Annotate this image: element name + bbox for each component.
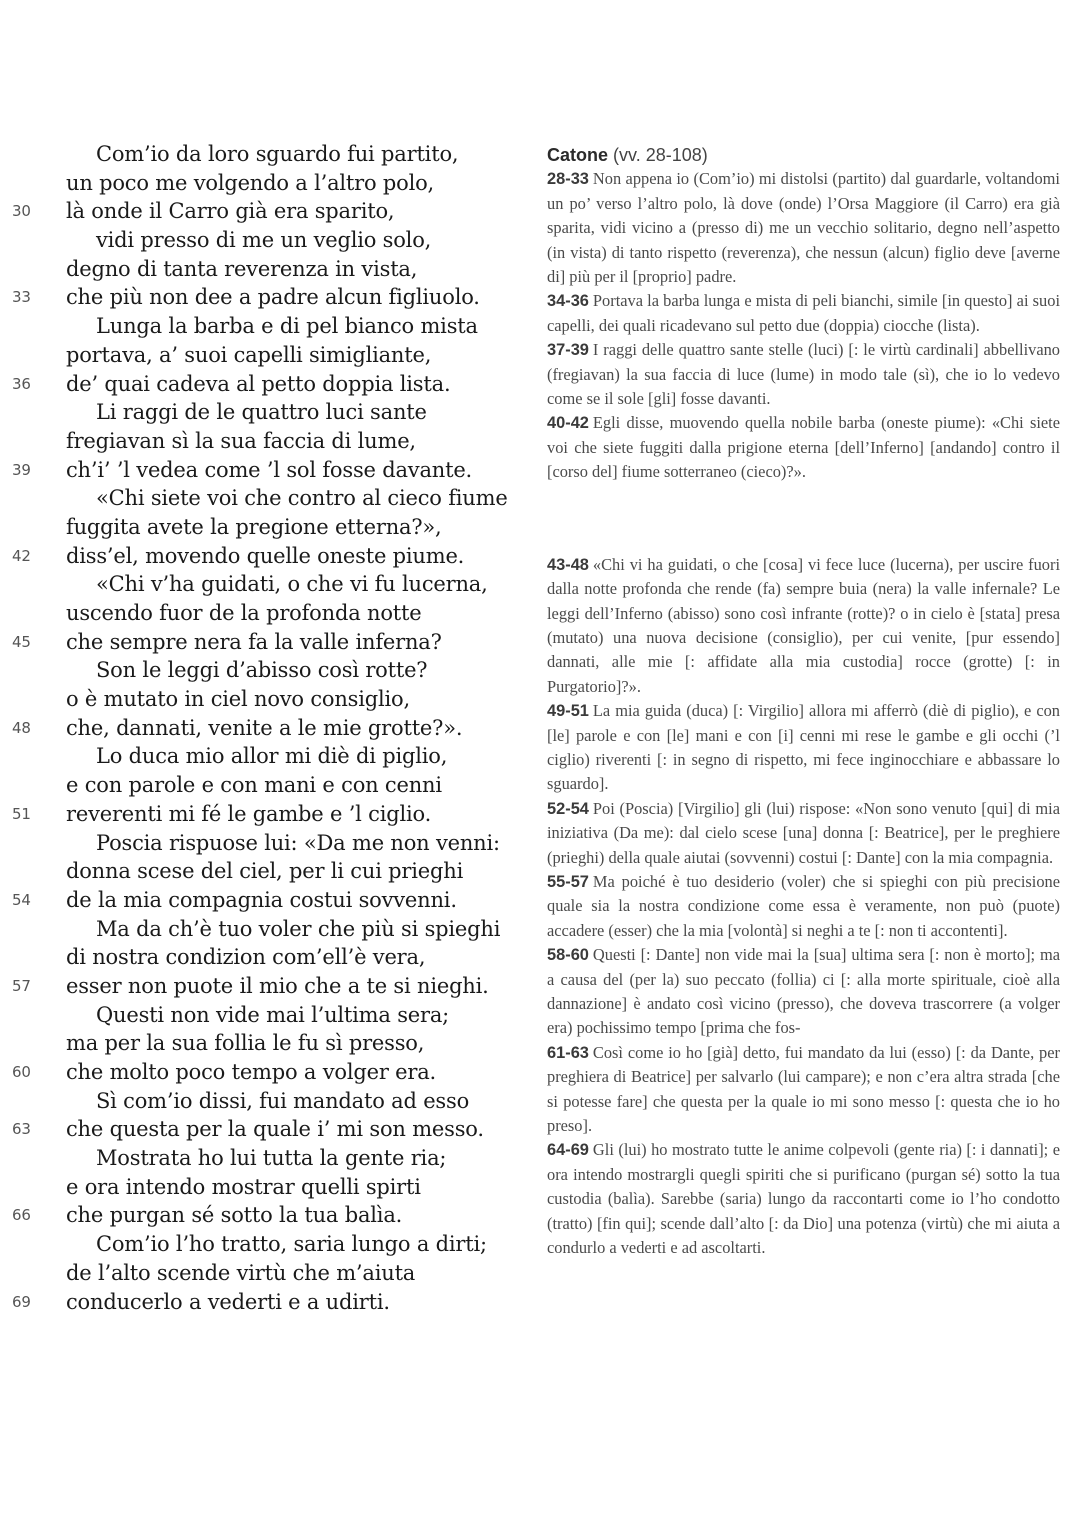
commentary-block	[547, 411, 1060, 484]
section-title	[547, 143, 1060, 167]
commentary-block	[547, 167, 1060, 289]
verse-text: che molto poco tempo a volger era.	[66, 1060, 436, 1084]
verse-text: Poscia rispuose lui: «Da me non venni:	[96, 830, 500, 855]
verse-number: 33	[12, 288, 31, 307]
verse-number: 69	[12, 1292, 31, 1311]
verse-number: 54	[12, 890, 31, 909]
commentary-text: Questi [: Dante] non vide mai la [sua] ultima sera [: non è morto]; ma a causa del (per la) suo peccato (follia) ci [: alla morte spirituale, cioè alla dannazione] è andato così vicino (presso), che doveva trascorrere (a volger era) pochissimo tempo [prima che fos-	[547, 945, 1060, 1038]
verse-number: 36	[12, 374, 31, 393]
verse-line	[0, 197, 530, 226]
commentary-text: Portava la barba lunga e mista di peli bianchi, simile [in questo] ai suoi capelli, dei quali ricadevano sul petto due (doppia) ciocche (lista).	[547, 291, 1060, 335]
verse-text: Mostrata ho lui tutta la gente ria;	[96, 1146, 447, 1171]
verse-number: 57	[12, 976, 31, 995]
verse-text: esser non puote il mio che a te si nieghi.	[66, 973, 489, 998]
verse-number: 45	[12, 632, 31, 651]
verse-number: 60	[12, 1063, 31, 1081]
verse-column	[0, 140, 530, 1316]
commentary-ref: 28-33	[547, 170, 589, 189]
verse-text: Com’io da loro sguardo fui partito,	[96, 142, 459, 166]
commentary-text: I raggi delle quattro sante stelle (luci) [: le virtù cardinali] abbellivano (fregiavan) la sua faccia di luce (lume) in modo tale (sì), che io lo vedevo come se il sole [gli] fosse davanti.	[547, 340, 1060, 409]
commentary-text: «Chi vi ha guidati, o che [cosa] vi fece luce (lucerna), per uscire fuori dalla notte profonda che rende (fa) sempre buia (nera) la valle infernale? Le leggi dell’Inferno (abisso) sono così infrante (rotte)? o in cielo è [stata] presa (mutato) una nuova decisione (consiglio), per cui venite, [pur essendo] dannati, alle mie [: affidate alla mia custodia] rocce (grotte) [: in Purgatorio]?».	[547, 554, 1060, 696]
commentary-ref: 40-42	[547, 414, 589, 433]
verse-text: Son le leggi d’abisso così rotte?	[96, 658, 428, 683]
verse-line	[0, 341, 530, 370]
verse-line	[0, 656, 530, 685]
verse-text: de la mia compagnia costui sovvenni.	[66, 887, 457, 912]
verse-text: o è mutato in ciel novo consiglio,	[66, 687, 410, 712]
verse-line	[0, 312, 530, 341]
verse-line	[0, 255, 530, 284]
verse-line	[0, 513, 530, 542]
verse-line	[0, 857, 530, 886]
verse-line	[0, 972, 530, 1001]
commentary-text: La mia guida (duca) [: Virgilio] allora mi afferrò (diè di piglio), e con [le] parole e con [le] mani e con [i] cenni mi rese le gambe e gli occhi (’l ciglio) riverenti [: in segno di rispetto, mi fece inginocchiare e abbassare lo sguardo].	[547, 701, 1060, 794]
verse-line	[0, 542, 530, 571]
verse-line	[0, 283, 530, 312]
commentary-ref: 58-60	[547, 946, 589, 965]
verse-text: degno di tanta reverenza in vista,	[66, 256, 418, 281]
commentary-block	[547, 1041, 1060, 1139]
commentary-ref: 34-36	[547, 292, 589, 311]
commentary-ref: 37-39	[547, 341, 589, 360]
verse-text: vidi presso di me un veglio solo,	[96, 228, 432, 253]
verse-text: donna scese del ciel, per li cui prieghi	[66, 859, 464, 884]
commentary-gap	[547, 485, 1060, 553]
verse-text: Ma da ch’è tuo voler che più si spieghi	[96, 916, 501, 941]
verse-line	[0, 398, 530, 427]
verse-line	[0, 1115, 530, 1144]
verse-text: «Chi siete voi che contro al cieco fiume	[96, 486, 508, 511]
verse-text: che più non dee a padre alcun figliuolo.	[66, 285, 480, 310]
verse-line	[0, 484, 530, 513]
verse-text: ch’i’ ’l vedea come ’l sol fosse davante.	[66, 457, 473, 482]
verse-number: 39	[12, 460, 31, 479]
commentary-ref: 55-57	[547, 872, 589, 891]
verse-text: e ora intendo mostrar quelli spirti	[66, 1174, 421, 1199]
verse-line	[0, 915, 530, 944]
verse-line	[0, 169, 530, 198]
verse-line	[0, 1029, 530, 1058]
commentary-column	[547, 143, 1060, 1260]
verse-number: 66	[12, 1206, 31, 1225]
verse-line	[0, 742, 530, 771]
section-title-text: Catone	[547, 145, 609, 165]
verse-text: Questi non vide mai l’ultima sera;	[96, 1002, 450, 1027]
verse-text: Li raggi de le quattro luci sante	[96, 400, 427, 425]
verse-text: diss’el, movendo quelle oneste piume.	[66, 543, 465, 568]
verse-line	[0, 943, 530, 972]
verse-text: che sempre nera fa la valle inferna?	[66, 629, 442, 654]
verse-text: un poco me volgendo a l’altro polo,	[66, 170, 435, 195]
commentary-text: Poi (Poscia) [Virgilio] gli (lui) rispose: «Non sono venuto [qui] di mia iniziativa (Da me): dal cielo scese [una] donna [: Beatrice], per le preghiere (prieghi) della quale aiutai (sovvenni) costui [: Dante] con la mia compagnia.	[547, 798, 1060, 867]
commentary-block	[547, 289, 1060, 338]
verse-number: 48	[12, 718, 31, 737]
verse-number: 51	[12, 804, 31, 823]
verse-line	[0, 370, 530, 399]
verse-line	[0, 1288, 530, 1317]
verse-number: 30	[12, 202, 31, 221]
verse-text: reverenti mi fé le gambe e ’l ciglio.	[66, 801, 432, 826]
verse-line	[0, 628, 530, 657]
verse-text: conducerlo a vederti e a udirti.	[66, 1289, 390, 1314]
verse-line	[0, 800, 530, 829]
verse-line	[0, 1201, 530, 1230]
verse-text: Sì com’io dissi, fui mandato ad esso	[96, 1088, 470, 1113]
commentary-ref: 64-69	[547, 1141, 589, 1160]
verse-text: «Chi v’ha guidati, o che vi fu lucerna,	[96, 572, 488, 597]
commentary-block	[547, 1138, 1060, 1260]
section-range: (vv. 28-108)	[613, 145, 708, 165]
verse-line	[0, 427, 530, 456]
verse-line	[0, 1001, 530, 1030]
verse-text: de l’alto scende virtù che m’aiuta	[66, 1260, 416, 1285]
commentary-block	[547, 943, 1060, 1041]
commentary-block	[547, 870, 1060, 943]
commentary-text: Non appena io (Com’io) mi distolsi (partito) dal guardarle, voltandomi un po’ verso l’altro polo, là dove (onde) l’Orsa Maggiore (il Carro) era già sparita, vidi vicino a (presso di) me un vecchio solitario, degno nell’aspetto (in vista) di tanto rispetto (reverenza), che nessun (alcun) figlio deve [averne di] più per il [proprio] padre.	[547, 169, 1060, 287]
verse-line	[0, 886, 530, 915]
verse-number: 42	[12, 546, 31, 565]
verse-line	[0, 1230, 530, 1259]
verse-text: e con parole e con mani e con cenni	[66, 773, 442, 798]
verse-text: fregiavan sì la sua faccia di lume,	[66, 428, 416, 453]
commentary-block	[547, 797, 1060, 870]
verse-line	[0, 1173, 530, 1202]
verse-line	[0, 829, 530, 858]
verse-text: che questa per la quale i’ mi son messo.	[66, 1117, 484, 1142]
verse-text: che, dannati, venite a le mie grotte?».	[66, 715, 463, 740]
verse-line	[0, 685, 530, 714]
commentary-block	[547, 338, 1060, 411]
verse-text: là onde il Carro già era sparito,	[66, 199, 395, 224]
commentary-text: Egli disse, muovendo quella nobile barba (oneste piume): «Chi siete voi che siete fuggiti dalla prigione eterna [dell’Inferno] [andando] contro il [corso del] fiume sotterraneo (cieco)?».	[547, 413, 1060, 482]
commentary-ref: 61-63	[547, 1043, 589, 1062]
verse-line	[0, 1087, 530, 1116]
verse-text: ma per la sua follia le fu sì presso,	[66, 1031, 425, 1056]
verse-text: de’ quai cadeva al petto doppia lista.	[66, 371, 451, 396]
verse-line	[0, 599, 530, 628]
verse-line	[0, 570, 530, 599]
verse-text: portava, a’ suoi capelli simigliante,	[66, 342, 432, 367]
verse-text: uscendo fuor de la profonda notte	[66, 601, 422, 625]
verse-line	[0, 771, 530, 800]
commentary-text: Gli (lui) ho mostrato tutte le anime colpevoli (gente ria) [: i dannati]; e ora intendo mostrargli quegli spiriti che si purificano (purgan sé) sotto la tua custodia (balìa). Sarebbe (saria) lungo da raccontarti come io l’ho condotto (tratto) [fin qui]; scende dall’alto [: da Dio] una potenza (virtù) che mi aiuta a condurlo a vederti e ad ascoltarti.	[547, 1140, 1060, 1258]
verse-line	[0, 456, 530, 485]
verse-text: Lo duca mio allor mi diè di piglio,	[96, 744, 448, 769]
verse-text: Com’io l’ho tratto, saria lungo a dirti;	[96, 1232, 487, 1257]
commentary-block	[547, 553, 1060, 699]
commentary-text: Così come io ho [già] detto, fui mandato da lui (esso) [: da Dante, per preghiera di Beatrice] per salvarlo (lui campare); e non c’era altra strada [che si potesse fare] che questa per la quale io mi sono messo [: questa che io ho preso].	[547, 1042, 1060, 1136]
commentary-ref: 49-51	[547, 702, 589, 721]
verse-line	[0, 1144, 530, 1173]
verse-text: Lunga la barba e di pel bianco mista	[96, 314, 478, 339]
verse-text: di nostra condizion com’ell’è vera,	[66, 945, 426, 970]
commentary-text: Ma poiché è tuo desiderio (voler) che si spieghi con più precisione quale sia la nostra condizione come essa è veramente, non può (puote) accadere (esser) che la mia [volontà] si neghi a te [: non ti accontenti].	[547, 871, 1060, 940]
commentary-block	[547, 699, 1060, 797]
verse-line	[0, 714, 530, 743]
verse-text: fuggita avete la pregione etterna?»,	[66, 514, 442, 539]
commentary-ref: 43-48	[547, 555, 589, 574]
verse-number: 63	[12, 1120, 31, 1139]
verse-line	[0, 226, 530, 255]
verse-line	[0, 140, 530, 169]
verse-line	[0, 1058, 530, 1087]
verse-line	[0, 1259, 530, 1288]
commentary-ref: 52-54	[547, 799, 589, 818]
verse-text: che purgan sé sotto la tua balìa.	[66, 1203, 403, 1228]
